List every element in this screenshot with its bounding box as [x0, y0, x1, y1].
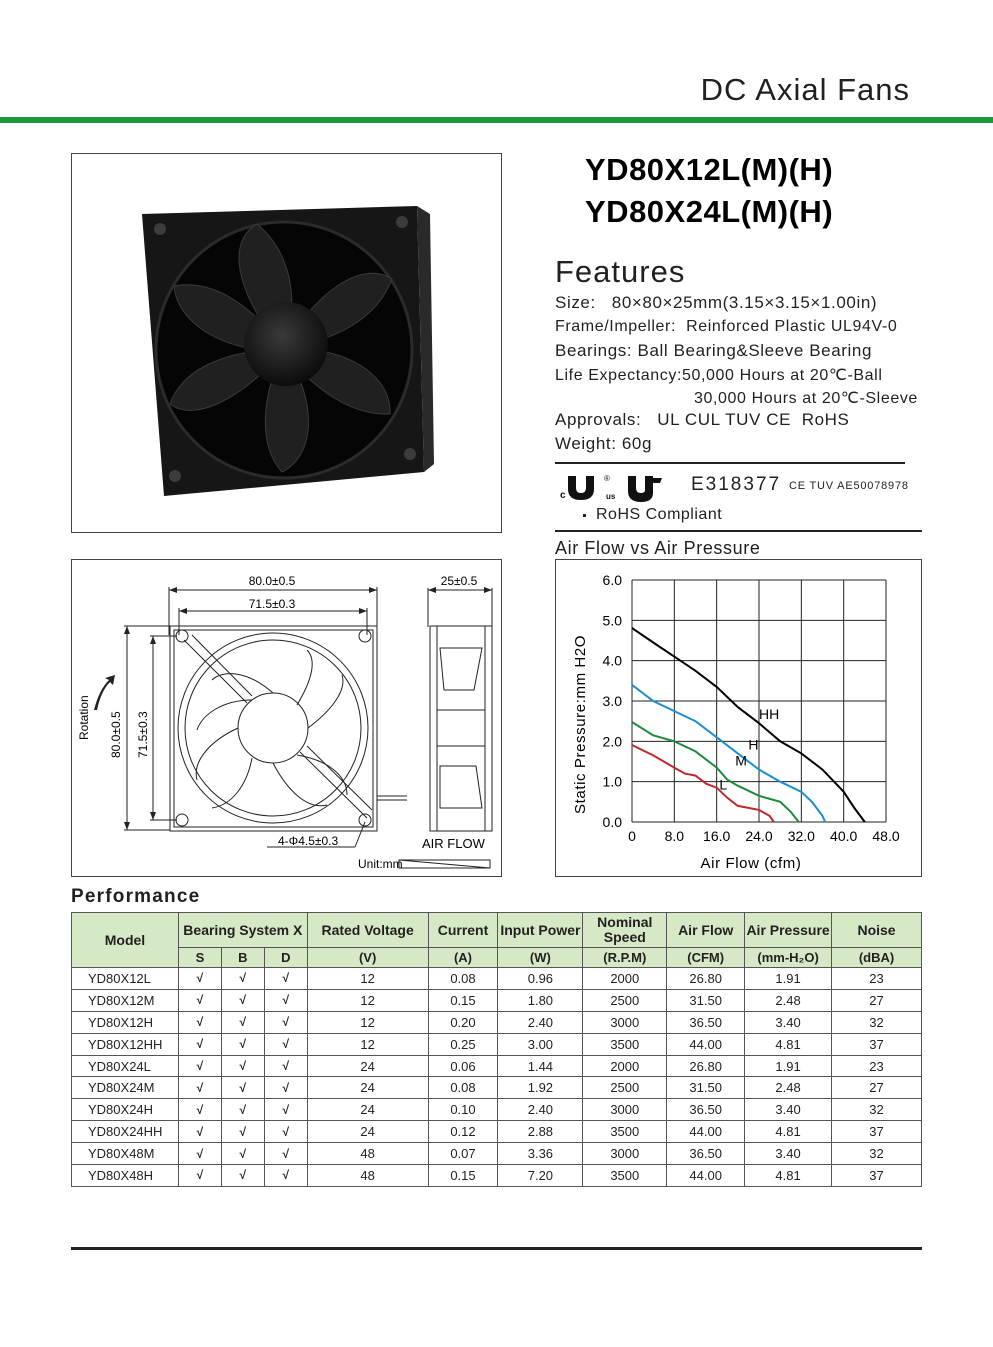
dim-width-outer: 80.0±0.5 — [248, 574, 296, 588]
flow-cell: 44.00 — [667, 1033, 745, 1055]
current-cell: 0.25 — [428, 1033, 498, 1055]
power-cell: 2.88 — [498, 1121, 583, 1143]
unit-power: (W) — [498, 948, 583, 968]
current-cell: 0.06 — [428, 1055, 498, 1077]
svg-text:c: c — [560, 490, 566, 501]
dim-depth: 25±0.5 — [440, 574, 478, 588]
unit-flow: (CFM) — [667, 948, 745, 968]
flow-cell: 44.00 — [667, 1165, 745, 1187]
voltage-cell: 12 — [307, 1033, 428, 1055]
pressure-cell: 4.81 — [745, 1033, 832, 1055]
pressure-cell: 3.40 — [745, 1011, 832, 1033]
bearing-b-check: √ — [221, 1121, 264, 1143]
series-line-h — [632, 685, 825, 822]
bearing-d-check: √ — [264, 1121, 307, 1143]
bearing-b-check: √ — [221, 1033, 264, 1055]
footer-rule — [71, 1247, 922, 1250]
y-axis-label: Static Pressure:mm H2O — [572, 634, 589, 814]
current-cell: 0.15 — [428, 989, 498, 1011]
series-label-h: H — [748, 736, 759, 753]
noise-cell: 23 — [832, 968, 922, 990]
chart-svg — [556, 560, 921, 876]
x-tick-label: 16.0 — [703, 828, 731, 844]
voltage-cell: 24 — [307, 1055, 428, 1077]
power-cell: 0.96 — [498, 968, 583, 990]
table-row — [72, 968, 922, 990]
features-heading: Features — [555, 254, 686, 289]
unit-noise: (dBA) — [832, 948, 922, 968]
bearing-d-check: √ — [264, 1099, 307, 1121]
flow-cell: 31.50 — [667, 1077, 745, 1099]
noise-cell: 37 — [832, 1033, 922, 1055]
performance-heading: Performance — [71, 886, 201, 907]
svg-text:®: ® — [604, 474, 610, 483]
model-cell: YD80X48H — [72, 1165, 179, 1187]
noise-cell: 23 — [832, 1055, 922, 1077]
power-cell: 2.40 — [498, 1099, 583, 1121]
x-tick-label: 8.0 — [664, 828, 685, 844]
noise-cell: 32 — [832, 1011, 922, 1033]
y-tick-label: 2.0 — [602, 733, 622, 750]
unit-current: (A) — [428, 948, 498, 968]
header-model: Model — [72, 913, 179, 968]
pressure-cell: 4.81 — [745, 1121, 832, 1143]
table-row — [72, 1011, 922, 1033]
model-cell: YD80X12HH — [72, 1033, 179, 1055]
pressure-cell: 3.40 — [745, 1099, 832, 1121]
header-current: Current — [428, 913, 498, 948]
feature-size: Size: 80×80×25mm(3.15×3.15×1.00in) — [555, 293, 878, 312]
speed-cell: 2500 — [583, 989, 667, 1011]
current-cell: 0.10 — [428, 1099, 498, 1121]
noise-cell: 32 — [832, 1143, 922, 1165]
model-cell: YD80X48M — [72, 1143, 179, 1165]
voltage-cell: 12 — [307, 989, 428, 1011]
bearing-s-check: √ — [178, 1077, 221, 1099]
chart-title: Air Flow vs Air Pressure — [555, 538, 761, 558]
table-row — [72, 1121, 922, 1143]
model-cell: YD80X12L — [72, 968, 179, 990]
bearing-b-check: √ — [221, 1055, 264, 1077]
bearing-s-check: √ — [178, 1143, 221, 1165]
bearing-d-check: √ — [264, 1143, 307, 1165]
fan-photo-illustration — [72, 154, 501, 532]
y-tick-label: 1.0 — [602, 773, 622, 790]
feature-life-ball: Life Expectancy:50,000 Hours at 20℃-Ball — [555, 367, 883, 384]
flow-cell: 36.50 — [667, 1011, 745, 1033]
header-voltage: Rated Voltage — [307, 913, 428, 948]
current-cell: 0.20 — [428, 1011, 498, 1033]
power-cell: 2.40 — [498, 1011, 583, 1033]
bearing-s-check: √ — [178, 1011, 221, 1033]
bearing-s-check: √ — [178, 1121, 221, 1143]
header-noise: Noise — [832, 913, 922, 948]
noise-cell: 27 — [832, 1077, 922, 1099]
ul-logos — [558, 472, 668, 502]
pressure-cell: 3.40 — [745, 1143, 832, 1165]
bearing-b-check: √ — [221, 1165, 264, 1187]
noise-cell: 27 — [832, 989, 922, 1011]
airflow-pressure-chart — [555, 559, 922, 877]
rohs-compliant: RoHS Compliant — [596, 506, 723, 523]
feature-life-sleeve: 30,000 Hours at 20℃-Sleeve — [694, 390, 918, 407]
voltage-cell: 48 — [307, 1165, 428, 1187]
pressure-cell: 2.48 — [745, 989, 832, 1011]
flow-cell: 31.50 — [667, 989, 745, 1011]
bearing-b-check: √ — [221, 1077, 264, 1099]
current-cell: 0.15 — [428, 1165, 498, 1187]
speed-cell: 2000 — [583, 1055, 667, 1077]
bearing-d-check: √ — [264, 1077, 307, 1099]
svg-text:us: us — [606, 492, 616, 501]
unit-speed: (R.P.M) — [583, 948, 667, 968]
dim-mount-holes: 4-Φ4.5±0.3 — [278, 834, 339, 848]
table-row — [72, 1165, 922, 1187]
voltage-cell: 12 — [307, 968, 428, 990]
flow-cell: 26.80 — [667, 1055, 745, 1077]
bearing-d-check: √ — [264, 1055, 307, 1077]
model-cell: YD80X24HH — [72, 1121, 179, 1143]
cert-divider — [555, 530, 922, 532]
bearing-b-check: √ — [221, 1099, 264, 1121]
bearing-s-check: √ — [178, 1033, 221, 1055]
performance-table — [71, 912, 922, 1187]
y-tick-label: 5.0 — [602, 612, 622, 629]
bearing-d-check: √ — [264, 1165, 307, 1187]
bearing-d-check: √ — [264, 989, 307, 1011]
dimension-drawing-svg — [72, 560, 501, 876]
speed-cell: 3500 — [583, 1165, 667, 1187]
model-cell: YD80X24L — [72, 1055, 179, 1077]
x-tick-label: 0 — [628, 828, 636, 844]
table-row — [72, 989, 922, 1011]
bearing-s-check: √ — [178, 989, 221, 1011]
voltage-cell: 12 — [307, 1011, 428, 1033]
voltage-cell: 24 — [307, 1099, 428, 1121]
speed-cell: 3000 — [583, 1143, 667, 1165]
power-cell: 1.80 — [498, 989, 583, 1011]
current-cell: 0.07 — [428, 1143, 498, 1165]
header-bearing: Bearing System X — [178, 913, 307, 948]
current-cell: 0.12 — [428, 1121, 498, 1143]
voltage-cell: 24 — [307, 1077, 428, 1099]
series-label-hh: HH — [759, 706, 780, 723]
x-axis-label: Air Flow (cfm) — [700, 855, 802, 872]
dim-height-inner: 71.5±0.3 — [136, 711, 150, 758]
model-cell: YD80X12M — [72, 989, 179, 1011]
model-cell: YD80X24H — [72, 1099, 179, 1121]
cert-ce-tuv: CE TUV AE50078978 — [789, 480, 909, 492]
table-row — [72, 1143, 922, 1165]
power-cell: 1.92 — [498, 1077, 583, 1099]
pressure-cell: 4.81 — [745, 1165, 832, 1187]
y-tick-label: 3.0 — [602, 693, 622, 709]
header-power: Input Power — [498, 913, 583, 948]
table-row — [72, 1099, 922, 1121]
bearing-d-check: √ — [264, 968, 307, 990]
pressure-cell: 2.48 — [745, 1077, 832, 1099]
unit-label: Unit:mm — [358, 857, 403, 871]
x-tick-label: 24.0 — [745, 828, 773, 844]
bearing-d-check: √ — [264, 1011, 307, 1033]
bearing-s-check: √ — [178, 1055, 221, 1077]
feature-frame: Frame/Impeller: Reinforced Plastic UL94V-0 — [555, 318, 898, 335]
feature-bearings: Bearings: Ball Bearing&Sleeve Bearing — [555, 341, 873, 360]
model-title-12v: YD80X12L(M)(H) — [585, 152, 834, 187]
y-tick-label: 0.0 — [602, 814, 622, 830]
dimension-drawing — [71, 559, 502, 877]
bearing-b-check: √ — [221, 1143, 264, 1165]
flow-cell: 26.80 — [667, 968, 745, 990]
header-flow: Air Flow — [667, 913, 745, 948]
voltage-cell: 48 — [307, 1143, 428, 1165]
speed-cell: 3500 — [583, 1121, 667, 1143]
speed-cell: 2500 — [583, 1077, 667, 1099]
pressure-cell: 1.91 — [745, 1055, 832, 1077]
speed-cell: 3500 — [583, 1033, 667, 1055]
cert-number: E318377 — [691, 474, 782, 495]
header-bearing-s: S — [178, 948, 221, 968]
rohs-bullet-icon — [583, 514, 586, 517]
bearing-d-check: √ — [264, 1033, 307, 1055]
header-rule — [0, 117, 993, 123]
power-cell: 3.36 — [498, 1143, 583, 1165]
flow-cell: 44.00 — [667, 1121, 745, 1143]
table-row — [72, 1055, 922, 1077]
table-row — [72, 1077, 922, 1099]
noise-cell: 37 — [832, 1121, 922, 1143]
features-divider — [555, 462, 905, 464]
speed-cell: 3000 — [583, 1099, 667, 1121]
feature-approvals: Approvals: UL CUL TUV CE RoHS — [555, 410, 850, 429]
feature-weight: Weight: 60g — [555, 434, 653, 453]
current-cell: 0.08 — [428, 968, 498, 990]
x-tick-label: 40.0 — [830, 828, 858, 844]
model-title-24v: YD80X24L(M)(H) — [585, 194, 834, 229]
header-bearing-d: D — [264, 948, 307, 968]
x-tick-label: 48.0 — [872, 828, 900, 844]
dim-width-inner: 71.5±0.3 — [248, 597, 296, 611]
header-pressure: Air Pressure — [745, 913, 832, 948]
rotation-label: Rotation — [77, 695, 91, 740]
unit-pressure: (mm-H₂O) — [745, 948, 832, 968]
bearing-b-check: √ — [221, 1011, 264, 1033]
dim-height-outer: 80.0±0.5 — [109, 711, 123, 758]
series-label-l: L — [719, 776, 728, 793]
airflow-label: AIR FLOW — [422, 836, 485, 851]
voltage-cell: 24 — [307, 1121, 428, 1143]
x-tick-label: 32.0 — [787, 828, 815, 844]
unit-voltage: (V) — [307, 948, 428, 968]
power-cell: 1.44 — [498, 1055, 583, 1077]
speed-cell: 3000 — [583, 1011, 667, 1033]
model-cell: YD80X24M — [72, 1077, 179, 1099]
header-speed: Nominal Speed — [583, 913, 667, 948]
header-bearing-b: B — [221, 948, 264, 968]
flow-cell: 36.50 — [667, 1099, 745, 1121]
y-tick-label: 4.0 — [602, 652, 622, 669]
current-cell: 0.08 — [428, 1077, 498, 1099]
bearing-s-check: √ — [178, 1099, 221, 1121]
bearing-s-check: √ — [178, 1165, 221, 1187]
noise-cell: 37 — [832, 1165, 922, 1187]
model-cell: YD80X12H — [72, 1011, 179, 1033]
page-title: DC Axial Fans — [700, 72, 910, 107]
speed-cell: 2000 — [583, 968, 667, 990]
noise-cell: 32 — [832, 1099, 922, 1121]
pressure-cell: 1.91 — [745, 968, 832, 990]
bearing-b-check: √ — [221, 968, 264, 990]
y-tick-label: 6.0 — [602, 572, 622, 588]
series-line-hh — [632, 628, 865, 822]
power-cell: 3.00 — [498, 1033, 583, 1055]
table-row — [72, 1033, 922, 1055]
flow-cell: 36.50 — [667, 1143, 745, 1165]
product-photo — [71, 153, 502, 533]
power-cell: 7.20 — [498, 1165, 583, 1187]
series-label-m: M — [735, 752, 747, 769]
bearing-s-check: √ — [178, 968, 221, 990]
bearing-b-check: √ — [221, 989, 264, 1011]
